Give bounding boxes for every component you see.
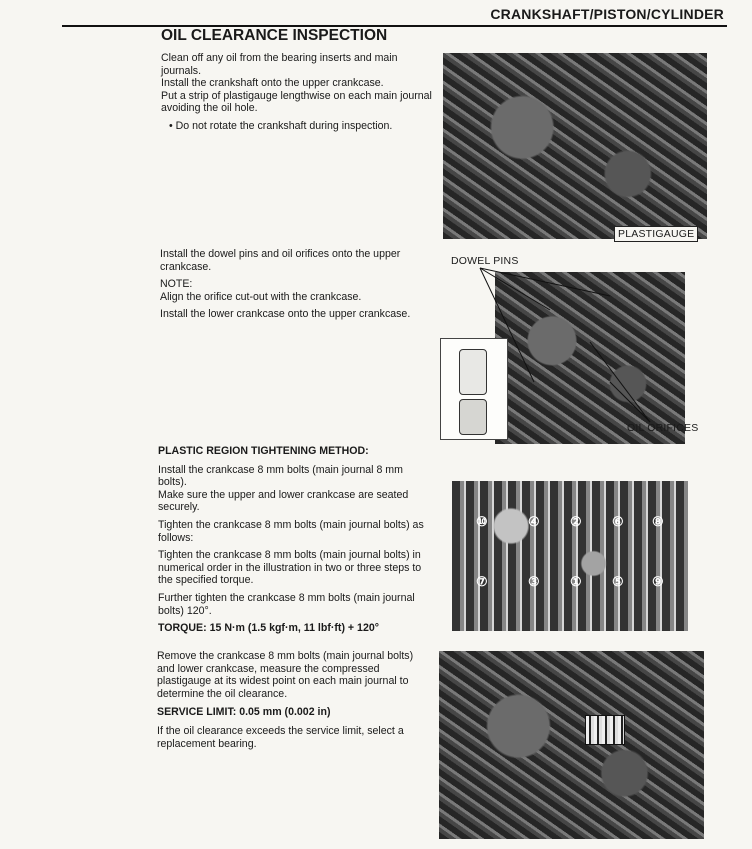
paragraph: Clean off any oil from the bearing inserts and main journals. <box>161 52 398 77</box>
bolt-number: ⑨ <box>652 574 664 589</box>
note-label: NOTE: <box>160 278 193 291</box>
paragraph: Tighten the crankcase 8 mm bolts (main journal bolts) as follows: <box>158 518 424 544</box>
bolt-number: ④ <box>528 514 540 529</box>
section-heading: PLASTIC REGION TIGHTENING METHOD: <box>158 445 369 457</box>
bolt-number: ⑩ <box>476 514 488 529</box>
paragraph: Further tighten the crankcase 8 mm bolts (main journal bolts) 120°. <box>158 591 415 617</box>
plastigauge-label: PLASTIGAUGE <box>614 226 698 242</box>
paragraph: If the oil clearance exceeds the service limit, select a replacement bearing. <box>157 724 404 750</box>
torque-spec: TORQUE: 15 N·m (1.5 kgf·m, 11 lbf·ft) + 120° <box>158 622 379 635</box>
bolt-number: ⑤ <box>612 574 624 589</box>
bolt-number: ③ <box>528 574 540 589</box>
paragraph: Install the crankshaft onto the upper crankcase. <box>161 77 384 90</box>
section-title: OIL CLEARANCE INSPECTION <box>161 27 388 44</box>
crankshaft-plastigauge-photo <box>443 53 707 239</box>
paragraph: Remove the crankcase 8 mm bolts (main journal bolts) and lower crankcase, measure the compressed plastigauge at its widest point on each main journal to determine the oil clearance. <box>157 650 414 700</box>
paragraph: Install the dowel pins and oil orifices onto the upper crankcase. <box>160 248 401 273</box>
callout-lines <box>460 262 700 432</box>
oil-orifices-label: OIL ORIFICES <box>627 422 699 434</box>
paragraph: Make sure the upper and lower crankcase are seated securely. <box>158 488 409 514</box>
paragraph: Install the crankcase 8 mm bolts (main journal 8 mm bolts). <box>158 463 403 489</box>
bolt-number: ⑧ <box>652 514 664 529</box>
bolt-number: ① <box>570 574 582 589</box>
paragraph: Put a strip of plastigauge lengthwise on each main journal avoiding the oil hole. <box>161 89 432 115</box>
paragraph: Install the lower crankcase onto the upper crankcase. <box>160 308 411 321</box>
bolt-number: ⑥ <box>612 514 624 529</box>
bullet-text: Do not rotate the crankshaft during inspection. <box>175 119 393 132</box>
bullet-item: • Do not rotate the crankshaft during inspection. <box>169 119 393 132</box>
service-limit: SERVICE LIMIT: 0.05 mm (0.002 in) <box>157 706 331 719</box>
bolt-number: ⑦ <box>476 574 488 589</box>
dowel-pins-label: DOWEL PINS <box>451 255 519 267</box>
text-block-tightening <box>158 445 434 635</box>
text-block-oil-prep <box>161 52 437 133</box>
text-block-dowel-pins <box>160 248 436 321</box>
bolt-sequence-markers <box>470 510 670 600</box>
text-block-measure <box>157 650 433 750</box>
plastigauge-scale-card <box>585 715 625 745</box>
note-text: Align the orifice cut-out with the crankcase. <box>160 290 362 303</box>
bolt-number: ② <box>570 514 582 529</box>
paragraph: Tighten the crankcase 8 mm bolts (main journal bolts) in numerical order in the illustration in two or three steps to the specified torque. <box>158 549 422 587</box>
plastigauge-measurement-photo <box>439 651 704 839</box>
page-header-title: CRANKSHAFT/PISTON/CYLINDER <box>490 6 724 22</box>
